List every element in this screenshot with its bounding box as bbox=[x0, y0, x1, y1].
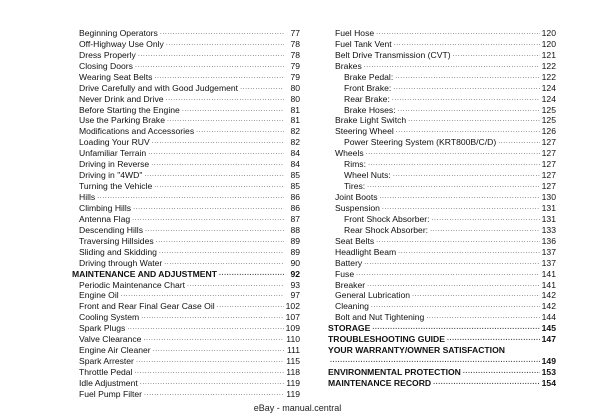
toc-entry-page-number: 93 bbox=[290, 279, 300, 290]
toc-entry-title: Cleaning bbox=[335, 301, 369, 312]
toc-entry-title: Before Starting the Engine bbox=[79, 104, 180, 115]
toc-entry[interactable] bbox=[328, 356, 556, 367]
dot-leader bbox=[187, 280, 284, 291]
toc-entry-title: Joint Boots bbox=[335, 192, 378, 203]
toc-entry-title: Front and Rear Final Gear Case Oil bbox=[79, 301, 215, 312]
toc-entry-title: Modifications and Accessories bbox=[79, 126, 195, 137]
toc-entry-title: Wheel Nuts: bbox=[344, 170, 391, 181]
dot-leader bbox=[398, 105, 540, 116]
toc-column-right bbox=[328, 28, 556, 389]
toc-entry-page-number: 89 bbox=[290, 246, 300, 257]
toc-entry[interactable] bbox=[328, 28, 556, 39]
toc-entry[interactable] bbox=[72, 345, 300, 356]
toc-entry[interactable] bbox=[72, 312, 300, 323]
toc-entry-page-number: 127 bbox=[541, 148, 556, 159]
toc-entry-title: Drive Carefully and with Good Judgement bbox=[79, 82, 239, 93]
toc-entry[interactable] bbox=[328, 258, 556, 269]
toc-entry[interactable] bbox=[328, 236, 556, 247]
dot-leader bbox=[159, 247, 284, 258]
toc-entry[interactable] bbox=[72, 39, 300, 50]
toc-entry-title: Engine Air Cleaner bbox=[79, 345, 151, 356]
toc-entry-page-number: 78 bbox=[290, 49, 300, 60]
dot-leader bbox=[408, 115, 539, 126]
toc-entry[interactable] bbox=[328, 269, 556, 280]
toc-entry[interactable] bbox=[328, 378, 556, 389]
toc-entry-title: Beginning Operators bbox=[79, 27, 158, 38]
dot-leader bbox=[136, 356, 284, 367]
toc-entry[interactable] bbox=[72, 28, 300, 39]
toc-entry-page-number: 82 bbox=[290, 126, 300, 137]
toc-entry-page-number: 107 bbox=[285, 312, 300, 323]
toc-entry-page-number: 80 bbox=[290, 93, 300, 104]
toc-entry-title: Fuse bbox=[335, 268, 355, 279]
dot-leader bbox=[356, 269, 540, 280]
toc-entry-title: Unfamiliar Terrain bbox=[79, 148, 147, 159]
toc-entry-title: Valve Clearance bbox=[79, 334, 142, 345]
dot-leader bbox=[498, 137, 539, 148]
dot-leader bbox=[121, 290, 284, 301]
toc-entry[interactable] bbox=[72, 50, 300, 61]
toc-entry-title: Brakes bbox=[335, 60, 362, 71]
toc-entry-page-number: 126 bbox=[541, 126, 556, 137]
toc-entry-page-number: 79 bbox=[290, 71, 300, 82]
toc-entry[interactable] bbox=[328, 345, 556, 356]
toc-entry-page-number: 84 bbox=[290, 148, 300, 159]
toc-entry-page-number: 125 bbox=[541, 115, 556, 126]
toc-entry-page-number: 131 bbox=[541, 213, 556, 224]
toc-entry[interactable] bbox=[328, 312, 556, 323]
toc-entry-page-number: 120 bbox=[541, 27, 556, 38]
toc-entry-title: Dress Properly bbox=[79, 49, 136, 60]
toc-entry-title: Wheels bbox=[335, 148, 364, 159]
toc-entry-title: Spark Plugs bbox=[79, 323, 126, 334]
toc-entry-page-number: 78 bbox=[290, 38, 300, 49]
dot-leader bbox=[151, 159, 284, 170]
toc-entry-title: Throttle Pedal bbox=[79, 367, 133, 378]
toc-entry-page-number: 80 bbox=[290, 82, 300, 93]
dot-leader bbox=[366, 148, 540, 159]
toc-entry[interactable] bbox=[72, 148, 300, 159]
toc-entry-page-number: 142 bbox=[541, 290, 556, 301]
toc-entry[interactable] bbox=[72, 389, 300, 400]
dot-leader bbox=[330, 356, 540, 367]
toc-entry[interactable] bbox=[328, 170, 556, 181]
toc-entry-title: Brake Light Switch bbox=[335, 115, 407, 126]
toc-entry-title: Never Drink and Drive bbox=[79, 93, 164, 104]
toc-entry-title: Spark Arrester bbox=[79, 356, 134, 367]
toc-entry[interactable] bbox=[72, 367, 300, 378]
toc-entry-title: Bolt and Nut Tightening bbox=[335, 312, 425, 323]
toc-entry[interactable] bbox=[72, 181, 300, 192]
toc-entry-page-number: 110 bbox=[286, 334, 300, 345]
toc-entry[interactable] bbox=[72, 323, 300, 334]
toc-entry[interactable] bbox=[328, 159, 556, 170]
toc-entry-title: Brake Pedal: bbox=[344, 71, 394, 82]
dot-leader bbox=[143, 334, 284, 345]
toc-entry-page-number: 131 bbox=[541, 202, 556, 213]
toc-entry-page-number: 141 bbox=[541, 268, 556, 279]
dot-leader bbox=[364, 61, 540, 72]
toc-entry-page-number: 119 bbox=[286, 388, 300, 399]
toc-column-left bbox=[72, 28, 300, 400]
toc-entry-title: Cooling System bbox=[79, 312, 140, 323]
dot-leader bbox=[140, 378, 284, 389]
toc-entry-page-number: 122 bbox=[541, 71, 556, 82]
toc-entry-page-number: 85 bbox=[290, 170, 300, 181]
toc-entry[interactable] bbox=[328, 192, 556, 203]
dot-leader bbox=[393, 170, 540, 181]
dot-leader bbox=[368, 159, 540, 170]
toc-entry-page-number: 145 bbox=[541, 323, 556, 334]
toc-entry[interactable] bbox=[328, 94, 556, 105]
toc-entry[interactable] bbox=[328, 50, 556, 61]
toc-entry[interactable] bbox=[72, 116, 300, 127]
dot-leader bbox=[166, 94, 284, 105]
toc-entry[interactable] bbox=[72, 72, 300, 83]
toc-entry-title: Descending Hills bbox=[79, 224, 144, 235]
toc-entry-page-number: 97 bbox=[290, 290, 300, 301]
toc-entry[interactable] bbox=[72, 137, 300, 148]
toc-entry-title: Seat Belts bbox=[335, 235, 375, 246]
toc-entry-title: Breaker bbox=[335, 279, 366, 290]
dot-leader bbox=[152, 137, 284, 148]
toc-entry-page-number: 92 bbox=[290, 268, 300, 279]
toc-entry-page-number: 120 bbox=[541, 38, 556, 49]
dot-leader bbox=[135, 61, 284, 72]
toc-entry-page-number: 121 bbox=[541, 49, 556, 60]
toc-entry[interactable] bbox=[72, 280, 300, 291]
toc-entry[interactable] bbox=[328, 105, 556, 116]
toc-entry-page-number: 137 bbox=[541, 246, 556, 257]
dot-leader bbox=[153, 345, 284, 356]
toc-entry[interactable] bbox=[328, 291, 556, 302]
toc-entry[interactable] bbox=[72, 258, 300, 269]
dot-leader bbox=[182, 105, 284, 116]
toc-entry[interactable] bbox=[72, 334, 300, 345]
toc-entry-page-number: 82 bbox=[290, 137, 300, 148]
toc-entry-title: Fuel Tank Vent bbox=[335, 38, 392, 49]
dot-leader bbox=[148, 148, 284, 159]
toc-entry-title: YOUR WARRANTY/OWNER SATISFACTION bbox=[328, 345, 505, 356]
dot-leader bbox=[380, 192, 540, 203]
toc-entry[interactable] bbox=[72, 61, 300, 72]
toc-entry-title: Rims: bbox=[344, 159, 366, 170]
toc-entry[interactable] bbox=[72, 214, 300, 225]
toc-entry[interactable] bbox=[328, 126, 556, 137]
dot-leader bbox=[398, 247, 540, 258]
dot-leader bbox=[433, 378, 540, 389]
toc-entry-title: Engine Oil bbox=[79, 290, 119, 301]
toc-entry-page-number: 133 bbox=[541, 224, 556, 235]
toc-entry-page-number: 141 bbox=[541, 279, 556, 290]
dot-leader bbox=[154, 181, 284, 192]
toc-entry[interactable] bbox=[72, 94, 300, 105]
toc-entry-title: Sliding and Skidding bbox=[79, 246, 157, 257]
dot-leader bbox=[196, 126, 284, 137]
toc-entry-title: Fuel Hose bbox=[335, 27, 375, 38]
dot-leader bbox=[393, 83, 539, 94]
dot-leader bbox=[392, 94, 540, 105]
toc-entry-title: General Lubrication bbox=[335, 290, 411, 301]
dot-leader bbox=[164, 258, 284, 269]
toc-entry-title: Tires: bbox=[344, 181, 366, 192]
toc-entry-title: Rear Shock Absorber: bbox=[344, 224, 429, 235]
toc-entry-page-number: 90 bbox=[290, 257, 300, 268]
dot-leader bbox=[376, 28, 539, 39]
toc-entry[interactable] bbox=[328, 39, 556, 50]
toc-entry[interactable] bbox=[72, 225, 300, 236]
toc-entry[interactable] bbox=[72, 301, 300, 312]
toc-entry[interactable] bbox=[328, 323, 556, 334]
toc-entry-title: Driving in "4WD" bbox=[79, 170, 143, 181]
toc-entry-page-number: 124 bbox=[541, 82, 556, 93]
dot-leader bbox=[394, 39, 540, 50]
dot-leader bbox=[160, 28, 284, 39]
toc-entry-page-number: 87 bbox=[290, 213, 300, 224]
dot-leader bbox=[133, 203, 284, 214]
toc-entry-title: Use the Parking Brake bbox=[79, 115, 165, 126]
toc-entry[interactable] bbox=[328, 280, 556, 291]
dot-leader bbox=[447, 334, 540, 345]
dot-leader bbox=[432, 214, 540, 225]
toc-entry-title: Battery bbox=[335, 257, 363, 268]
toc-entry-page-number: 102 bbox=[285, 301, 300, 312]
toc-entry-title: Front Brake: bbox=[344, 82, 392, 93]
dot-leader bbox=[240, 83, 284, 94]
dot-leader bbox=[156, 236, 284, 247]
toc-entry[interactable] bbox=[72, 159, 300, 170]
toc-entry-page-number: 86 bbox=[290, 192, 300, 203]
dot-leader bbox=[167, 115, 284, 126]
dot-leader bbox=[141, 312, 283, 323]
toc-entry-page-number: 81 bbox=[290, 104, 300, 115]
dot-leader bbox=[367, 280, 540, 291]
toc-entry[interactable] bbox=[328, 116, 556, 127]
dot-leader bbox=[463, 367, 540, 378]
toc-entry-title: TROUBLESHOOTING GUIDE bbox=[328, 334, 445, 345]
dot-leader bbox=[395, 72, 539, 83]
dot-leader bbox=[371, 301, 540, 312]
toc-entry[interactable] bbox=[328, 181, 556, 192]
toc-entry-page-number: 109 bbox=[285, 323, 300, 334]
toc-entry-page-number: 142 bbox=[541, 301, 556, 312]
dot-leader bbox=[372, 323, 539, 334]
dot-leader bbox=[154, 72, 284, 83]
toc-entry-page-number: 125 bbox=[541, 104, 556, 115]
toc-entry[interactable] bbox=[72, 247, 300, 258]
toc-entry-title: Belt Drive Transmission (CVT) bbox=[335, 49, 451, 60]
dot-leader bbox=[430, 225, 540, 236]
dot-leader bbox=[166, 39, 284, 50]
toc-entry[interactable] bbox=[72, 170, 300, 181]
dot-leader bbox=[396, 126, 540, 137]
toc-entry[interactable] bbox=[328, 247, 556, 258]
toc-entry-page-number: 115 bbox=[286, 356, 300, 367]
dot-leader bbox=[144, 389, 284, 400]
toc-entry-page-number: 127 bbox=[541, 137, 556, 148]
toc-entry-title: Off-Highway Use Only bbox=[79, 38, 164, 49]
toc-entry-title: STORAGE bbox=[328, 323, 371, 334]
dot-leader bbox=[132, 214, 284, 225]
dot-leader bbox=[219, 269, 284, 280]
toc-entry-page-number: 77 bbox=[290, 27, 300, 38]
toc-entry-page-number: 81 bbox=[290, 115, 300, 126]
dot-leader bbox=[144, 170, 284, 181]
toc-entry[interactable] bbox=[328, 83, 556, 94]
toc-entry-page-number: 122 bbox=[541, 60, 556, 71]
toc-entry-title: Wearing Seat Belts bbox=[79, 71, 153, 82]
toc-entry-page-number: 127 bbox=[541, 181, 556, 192]
watermark: eBay - manual.central bbox=[253, 403, 342, 413]
toc-entry-page-number: 149 bbox=[541, 356, 556, 367]
toc-entry[interactable] bbox=[328, 72, 556, 83]
toc-entry-title: ENVIRONMENTAL PROTECTION bbox=[328, 367, 461, 378]
toc-entry-title: Climbing Hills bbox=[79, 202, 132, 213]
toc-entry[interactable] bbox=[72, 236, 300, 247]
dot-leader bbox=[127, 323, 283, 334]
toc-entry-title: Power Steering System (KRT800B/C/D) bbox=[344, 137, 497, 148]
dot-leader bbox=[138, 50, 284, 61]
toc-entry-title: Fuel Pump Filter bbox=[79, 388, 143, 399]
toc-entry[interactable] bbox=[328, 214, 556, 225]
toc-entry-page-number: 88 bbox=[290, 224, 300, 235]
toc-entry-title: Brake Hoses: bbox=[344, 104, 396, 115]
toc-entry-title: Turning the Vehicle bbox=[79, 181, 153, 192]
toc-entry-page-number: 124 bbox=[541, 93, 556, 104]
toc-entry-page-number: 127 bbox=[541, 159, 556, 170]
dot-leader bbox=[367, 181, 539, 192]
toc-entry-page-number: 111 bbox=[286, 345, 300, 356]
toc-entry-title: Rear Brake: bbox=[344, 93, 390, 104]
toc-entry-page-number: 85 bbox=[290, 181, 300, 192]
dot-leader bbox=[382, 203, 540, 214]
toc-entry[interactable] bbox=[72, 269, 300, 280]
dot-leader bbox=[97, 192, 284, 203]
toc-entry-title: Closing Doors bbox=[79, 60, 133, 71]
toc-entry-title: Driving in Reverse bbox=[79, 159, 150, 170]
dot-leader bbox=[426, 312, 539, 323]
toc-entry[interactable] bbox=[328, 148, 556, 159]
toc-entry[interactable] bbox=[328, 301, 556, 312]
toc-entry-title: Suspension bbox=[335, 202, 380, 213]
dot-leader bbox=[145, 225, 284, 236]
dot-leader bbox=[376, 236, 539, 247]
toc-entry-page-number: 154 bbox=[541, 377, 556, 388]
toc-entry[interactable] bbox=[328, 334, 556, 345]
toc-entry-page-number: 119 bbox=[286, 377, 300, 388]
toc-entry-page-number: 118 bbox=[286, 367, 300, 378]
toc-entry-title: Traversing Hillsides bbox=[79, 235, 154, 246]
dot-leader bbox=[364, 258, 539, 269]
dot-leader bbox=[217, 301, 284, 312]
toc-entry-title: Antenna Flag bbox=[79, 213, 131, 224]
toc-entry-title: Idle Adjustment bbox=[79, 377, 138, 388]
dot-leader bbox=[453, 50, 540, 61]
toc-entry[interactable] bbox=[328, 61, 556, 72]
toc-entry-title: Headlight Beam bbox=[335, 246, 397, 257]
toc-entry-page-number: 136 bbox=[541, 235, 556, 246]
toc-entry[interactable] bbox=[328, 367, 556, 378]
toc-entry-title: Front Shock Absorber: bbox=[344, 213, 430, 224]
toc-entry-title: MAINTENANCE RECORD bbox=[328, 377, 432, 388]
toc-entry[interactable] bbox=[72, 126, 300, 137]
toc-entry-title: Loading Your RUV bbox=[79, 137, 150, 148]
toc-entry[interactable] bbox=[72, 192, 300, 203]
toc-entry[interactable] bbox=[72, 105, 300, 116]
toc-entry[interactable] bbox=[72, 83, 300, 94]
toc-entry-page-number: 84 bbox=[290, 159, 300, 170]
toc-entry[interactable] bbox=[72, 378, 300, 389]
toc-entry-page-number: 144 bbox=[541, 312, 556, 323]
toc-entry-page-number: 137 bbox=[541, 257, 556, 268]
toc-entry[interactable] bbox=[72, 356, 300, 367]
toc-entry-title: Periodic Maintenance Chart bbox=[79, 279, 186, 290]
toc-entry-title: MAINTENANCE AND ADJUSTMENT bbox=[72, 268, 217, 279]
toc-entry-page-number: 127 bbox=[541, 170, 556, 181]
toc-entry-title: Steering Wheel bbox=[335, 126, 394, 137]
dot-leader bbox=[412, 290, 540, 301]
toc-entry[interactable] bbox=[72, 203, 300, 214]
dot-leader bbox=[135, 367, 284, 378]
toc-entry-page-number: 130 bbox=[541, 192, 556, 203]
toc-entry-page-number: 147 bbox=[541, 334, 556, 345]
toc-entry-page-number: 79 bbox=[290, 60, 300, 71]
toc-entry[interactable] bbox=[328, 137, 556, 148]
toc-entry-title: Hills bbox=[79, 192, 96, 203]
toc-entry[interactable] bbox=[328, 225, 556, 236]
toc-entry-page-number: 86 bbox=[290, 202, 300, 213]
toc-entry-page-number: 89 bbox=[290, 235, 300, 246]
toc-entry-title: Driving through Water bbox=[79, 257, 163, 268]
toc-entry[interactable] bbox=[72, 291, 300, 302]
toc-entry-page-number: 153 bbox=[541, 367, 556, 378]
toc-entry[interactable] bbox=[328, 203, 556, 214]
